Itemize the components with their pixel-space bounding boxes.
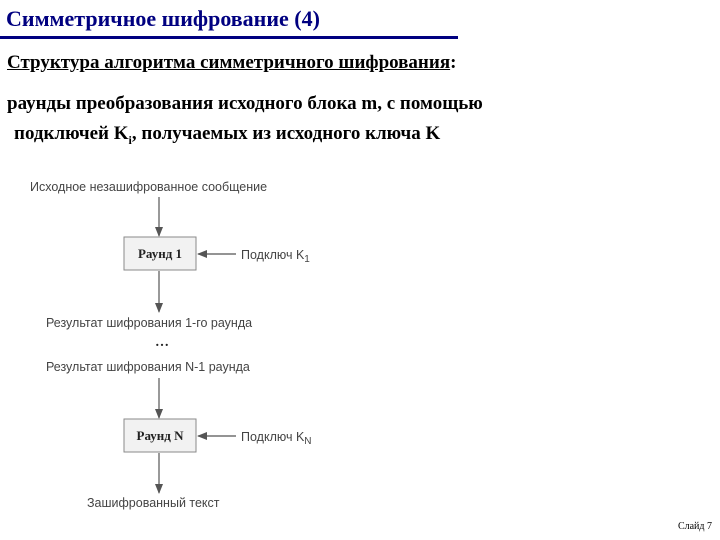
subkey-n-label xyxy=(241,430,312,447)
round-n-label: Раунд N xyxy=(136,428,184,443)
slide-title: Симметричное шифрование (4) xyxy=(6,6,320,31)
subtitle-text: Структура алгоритма симметричного шифрования xyxy=(7,52,451,73)
subkey-1-label xyxy=(241,248,310,265)
ellipsis: … xyxy=(155,335,169,350)
output-label: Зашифрованный текст xyxy=(87,496,220,510)
round-1-result-label: Результат шифрования 1-го раунда xyxy=(46,316,253,330)
round-n-1-result-label: Результат шифрования N-1 раунда xyxy=(46,360,250,374)
description-line-2-prefix: подключей K xyxy=(14,123,129,144)
description-line-2-subscript: i xyxy=(128,132,132,147)
subtitle-colon: : xyxy=(450,52,457,73)
subkey-n-subscript: N xyxy=(304,436,312,447)
slide-number: Слайд 7 xyxy=(677,521,712,532)
input-label: Исходное незашифрованное сообщение xyxy=(30,180,268,194)
subkey-1-text: Подключ K xyxy=(241,248,305,262)
subkey-1-subscript: 1 xyxy=(304,254,310,265)
description-line-2-suffix: , получаемых из исходного ключа K xyxy=(131,123,441,144)
round-1-label: Раунд 1 xyxy=(137,246,183,261)
description-line-1: раунды преобразования исходного блока m, с помощью xyxy=(7,93,483,114)
subkey-n-text: Подключ K xyxy=(241,430,305,444)
